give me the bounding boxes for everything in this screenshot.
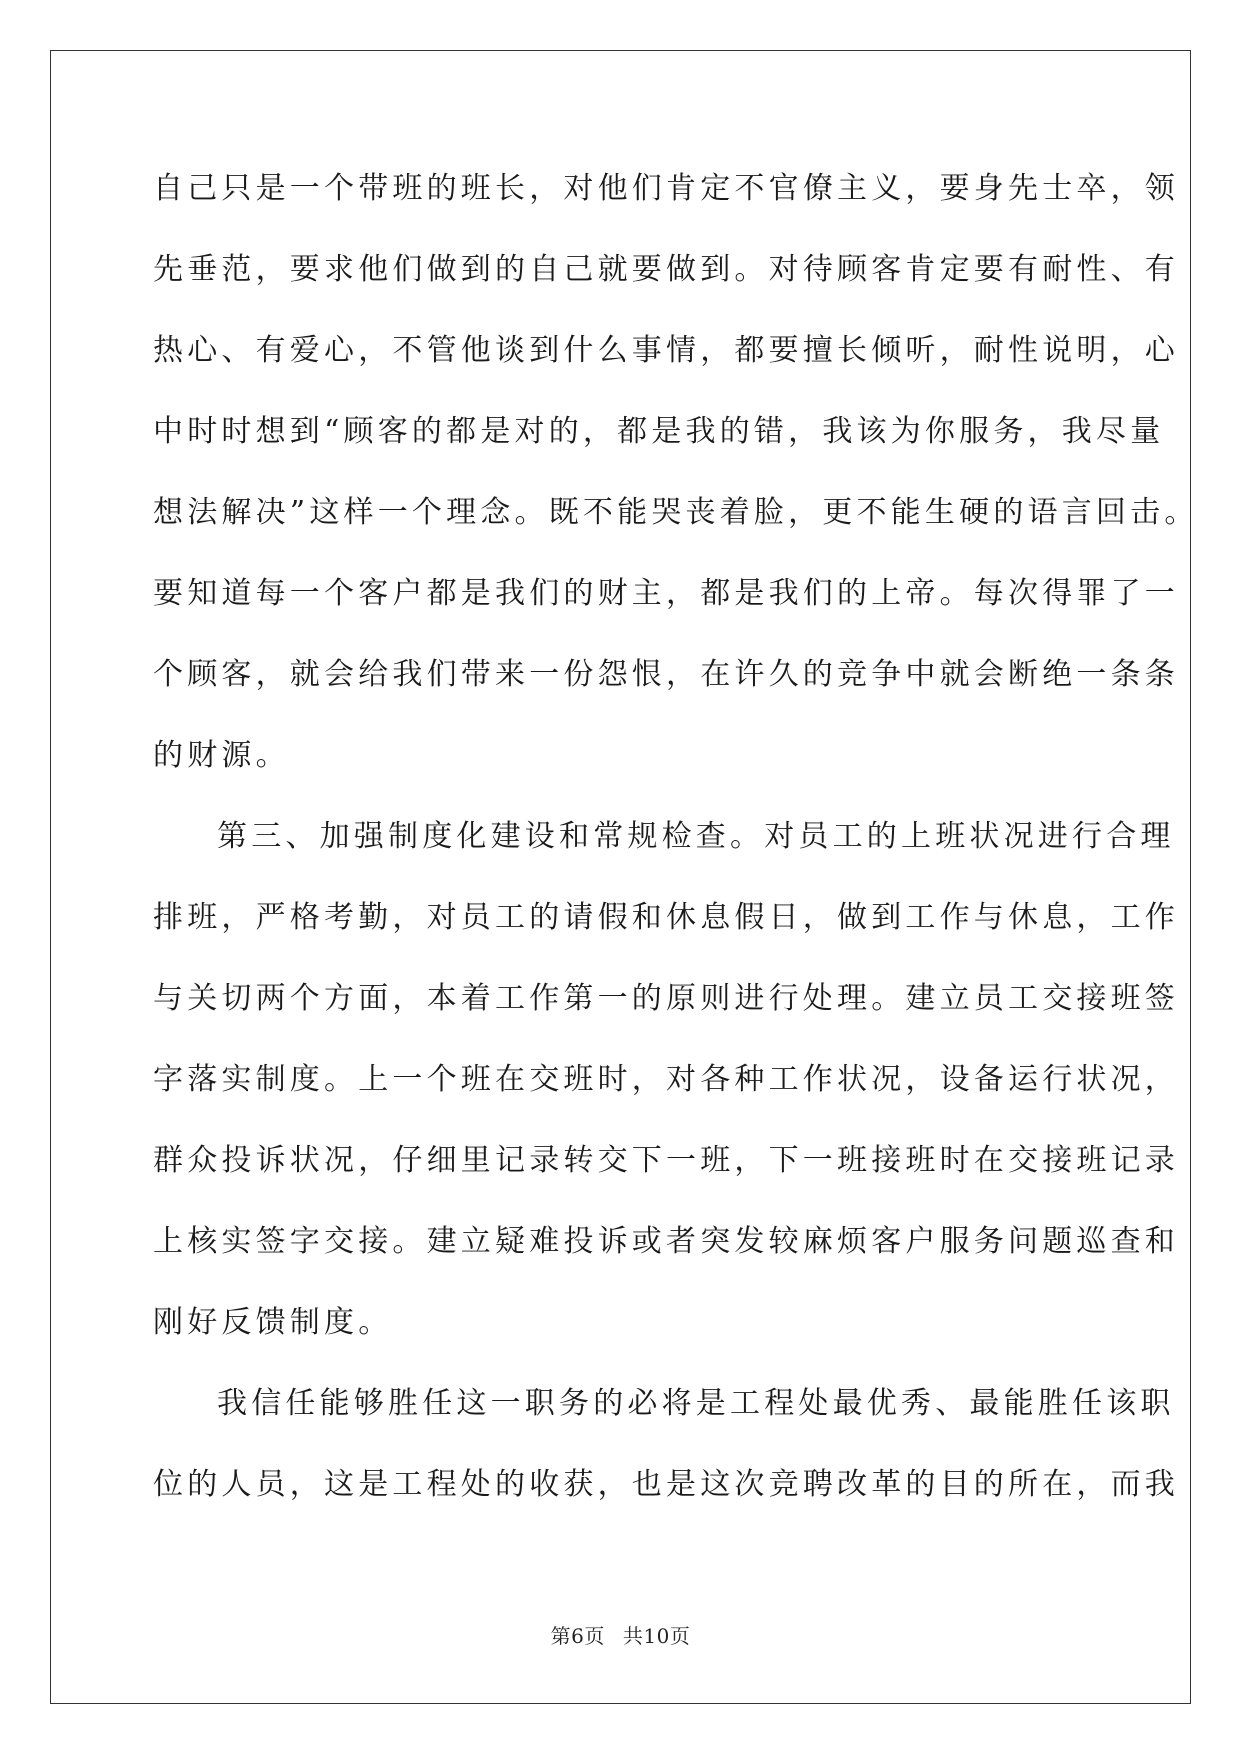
page-number: 第6页 xyxy=(550,1624,605,1648)
text-line: 第三、加强制度化建设和常规检查。对员工的上班状况进行合理 xyxy=(217,819,1175,854)
text-line: 热心、有爱心，不管他谈到什么事情，都要擅长倾听，耐性说明，心 xyxy=(153,333,1179,368)
text-line: 自己只是一个带班的班长，对他们肯定不官僚主义，要身先士卒，领 xyxy=(153,171,1179,206)
text-line: 上核实签字交接。建立疑难投诉或者突发较麻烦客户服务问题巡查和 xyxy=(153,1224,1179,1259)
text-line: 群众投诉状况，仔细里记录转交下一班，下一班接班时在交接班记录 xyxy=(153,1143,1179,1178)
paragraph-1 xyxy=(153,162,1199,810)
page-total: 共10页 xyxy=(622,1624,691,1648)
text-line: 个顾客，就会给我们带来一份怨恨，在许久的竞争中就会断绝一条条 xyxy=(153,657,1179,692)
text-line: 与关切两个方面，本着工作第一的原则进行处理。建立员工交接班签 xyxy=(153,981,1179,1016)
text-line: 字落实制度。上一个班在交班时，对各种工作状况，设备运行状况， xyxy=(153,1062,1179,1097)
document-body xyxy=(153,162,1199,1539)
paragraph-3 xyxy=(153,1377,1179,1539)
text-line: 想法解决”这样一个理念。既不能哭丧着脸，更不能生硬的语言回击。 xyxy=(153,495,1199,530)
text-line: 位的人员，这是工程处的收获，也是这次竞聘改革的目的所在，而我 xyxy=(153,1467,1179,1502)
text-line: 我信任能够胜任这一职务的必将是工程处最优秀、最能胜任该职 xyxy=(217,1386,1175,1421)
text-line: 要知道每一个客户都是我们的财主，都是我们的上帝。每次得罪了一 xyxy=(153,576,1179,611)
text-line: 刚好反馈制度。 xyxy=(153,1305,393,1340)
text-line: 先垂范，要求他们做到的自己就要做到。对待顾客肯定要有耐性、有 xyxy=(153,252,1179,287)
paragraph-2 xyxy=(153,810,1179,1377)
text-line: 排班，严格考勤，对员工的请假和休息假日，做到工作与休息，工作 xyxy=(153,900,1179,935)
text-line: 的财源。 xyxy=(153,738,290,773)
text-line: 中时时想到“顾客的都是对的，都是我的错，我该为你服务，我尽量 xyxy=(153,414,1165,449)
page-footer xyxy=(0,1620,1241,1649)
